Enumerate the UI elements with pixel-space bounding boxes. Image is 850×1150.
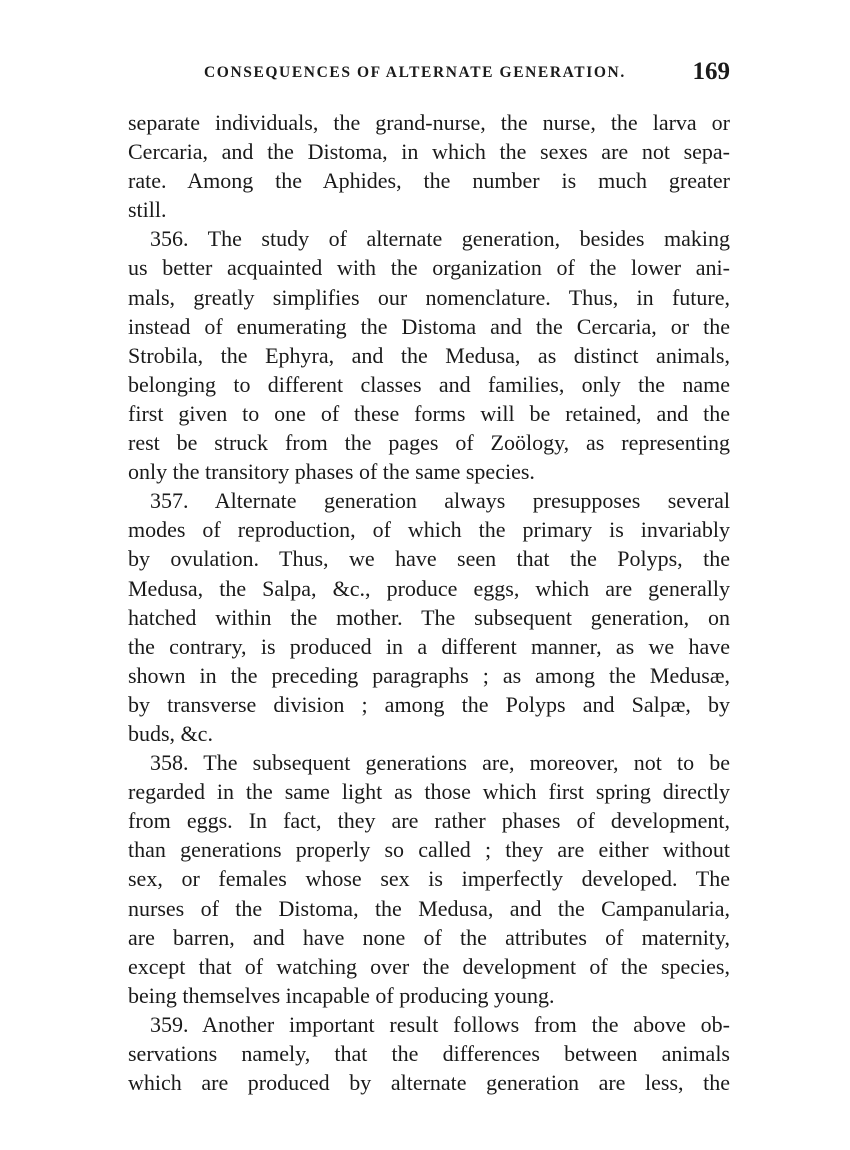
body-text	[128, 108, 730, 1097]
text-line: which are produced by alternate generation are less, the	[128, 1070, 730, 1096]
text-line: separate individuals, the grand-nurse, the nurse, the larva or	[128, 110, 730, 135]
paragraph-359-first-line: 359. Another important result follows from the above ob-	[150, 1011, 730, 1037]
text-line: shown in the preceding paragraphs ; as among the Medusæ,	[128, 662, 730, 688]
text-line: being themselves incapable of producing young.	[128, 982, 555, 1008]
paragraph-356-first-line: 356. The study of alternate generation, besides making	[150, 226, 730, 252]
text-line: instead of enumerating the Distoma and the Cercaria, or the	[128, 313, 730, 339]
paragraph-358-first-line: 358. The subsequent generations are, moreover, not to be	[150, 750, 730, 776]
running-title: CONSEQUENCES OF ALTERNATE GENERATION.	[204, 64, 626, 81]
page-number: 169	[692, 58, 730, 85]
text-line: sex, or females whose sex is imperfectly developed. The	[128, 866, 730, 892]
text-line: Cercaria, and the Distoma, in which the sexes are not sepa-	[128, 139, 730, 165]
text-line: first given to one of these forms will be retained, and the	[128, 400, 730, 426]
text-line: by ovulation. Thus, we have seen that the Polyps, the	[128, 546, 730, 572]
paragraph-357-first-line: 357. Alternate generation always presupposes several	[150, 488, 730, 514]
text-line: the contrary, is produced in a different manner, as we have	[128, 633, 730, 659]
text-line: belonging to different classes and families, only the name	[128, 371, 730, 397]
text-line: regarded in the same light as those which first spring directly	[128, 779, 730, 805]
text-line: rest be struck from the pages of Zoölogy, as representing	[128, 430, 730, 456]
text-line: Strobila, the Ephyra, and the Medusa, as distinct animals,	[128, 342, 730, 368]
text-line: Medusa, the Salpa, &c., produce eggs, which are generally	[128, 575, 730, 601]
text-line: us better acquainted with the organization of the lower ani-	[128, 255, 730, 281]
text-line: modes of reproduction, of which the primary is invariably	[128, 517, 730, 543]
text-line: hatched within the mother. The subsequent generation, on	[128, 604, 730, 630]
text-line: are barren, and have none of the attributes of maternity,	[128, 924, 730, 950]
text-line: rate. Among the Aphides, the number is much greater	[128, 168, 730, 194]
text-line: only the transitory phases of the same species.	[128, 459, 535, 485]
text-line: still.	[128, 197, 167, 223]
text-line: except that of watching over the development of the species,	[128, 953, 730, 979]
running-head	[128, 58, 730, 92]
text-line: from eggs. In fact, they are rather phases of development,	[128, 808, 730, 834]
text-line: mals, greatly simplifies our nomenclature. Thus, in future,	[128, 284, 730, 310]
text-line: servations namely, that the differences between animals	[128, 1041, 730, 1066]
text-line: buds, &c.	[128, 720, 213, 746]
text-line: by transverse division ; among the Polyps and Salpæ, by	[128, 691, 730, 717]
text-line: than generations properly so called ; they are either without	[128, 837, 730, 863]
text-line: nurses of the Distoma, the Medusa, and the Campanularia,	[128, 895, 730, 921]
